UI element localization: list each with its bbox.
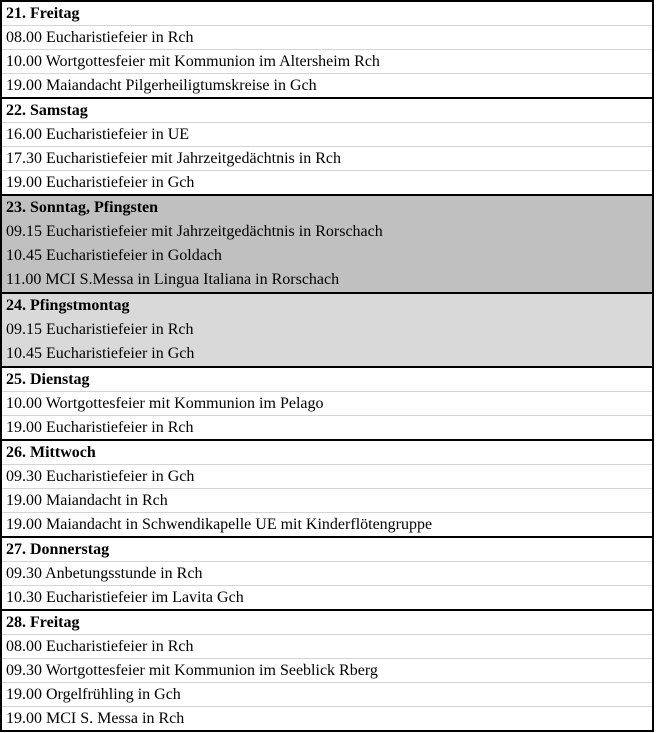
day-heading: 23. Sonntag, Pfingsten [2, 196, 652, 220]
event-row: 19.00 Eucharistiefeier in Rch [6, 419, 194, 436]
event-row: 09.30 Eucharistiefeier in Gch [2, 465, 652, 489]
event-row: 19.00 Maiandacht Pilgerheiligtumskreise in Gch [6, 77, 317, 94]
event-row: 09.30 Wortgottesfeier mit Kommunion im Seeblick Rberg [2, 659, 652, 683]
day-heading: 26. Mittwoch [2, 441, 652, 465]
day-heading: 22. Samstag [2, 99, 652, 123]
event-row: 19.00 MCI S. Messa in Rch [6, 710, 185, 727]
day-heading: 21. Freitag [2, 2, 652, 26]
event-row: 09.15 Eucharistiefeier in Rch [2, 318, 652, 342]
day-block-24 [2, 294, 652, 368]
event-row: 17.30 Eucharistiefeier mit Jahrzeitgedächtnis in Rch [2, 147, 652, 171]
day-heading: 28. Freitag [2, 611, 652, 635]
event-row: 19.00 Orgelfrühling in Gch [2, 683, 652, 707]
event-row: 10.45 Eucharistiefeier in Goldach [2, 244, 652, 268]
day-heading: 25. Dienstag [2, 368, 652, 392]
day-block-23 [2, 196, 652, 294]
day-block-21 [2, 2, 652, 99]
event-row: 08.00 Eucharistiefeier in Rch [2, 635, 652, 659]
event-row: 19.00 Eucharistiefeier in Gch [6, 174, 195, 191]
day-block-27 [2, 538, 652, 611]
day-block-26 [2, 441, 652, 538]
event-row: 10.00 Wortgottesfeier mit Kommunion im Pelago [2, 392, 652, 416]
event-row: 11.00 MCI S.Messa in Lingua Italiana in Rorschach [2, 268, 652, 292]
event-row: 10.00 Wortgottesfeier mit Kommunion im Altersheim Rch [2, 50, 652, 74]
day-block-28 [2, 611, 652, 732]
event-row: 16.00 Eucharistiefeier in UE [2, 123, 652, 147]
event-row: 19.00 Maiandacht in Rch [2, 489, 652, 513]
day-heading: 27. Donnerstag [2, 538, 652, 562]
event-row: 19.00 Maiandacht in Schwendikapelle UE mit Kinderflötengruppe [6, 516, 433, 533]
day-block-22 [2, 99, 652, 196]
event-row: 09.30 Anbetungsstunde in Rch [2, 562, 652, 586]
event-row: 08.00 Eucharistiefeier in Rch [2, 26, 652, 50]
day-heading: 24. Pfingstmontag [2, 294, 652, 318]
day-block-25 [2, 368, 652, 441]
event-row: 10.30 Eucharistiefeier im Lavita Gch [6, 589, 244, 606]
event-row: 10.45 Eucharistiefeier in Gch [2, 342, 652, 366]
event-row: 09.15 Eucharistiefeier mit Jahrzeitgedächtnis in Rorschach [2, 220, 652, 244]
